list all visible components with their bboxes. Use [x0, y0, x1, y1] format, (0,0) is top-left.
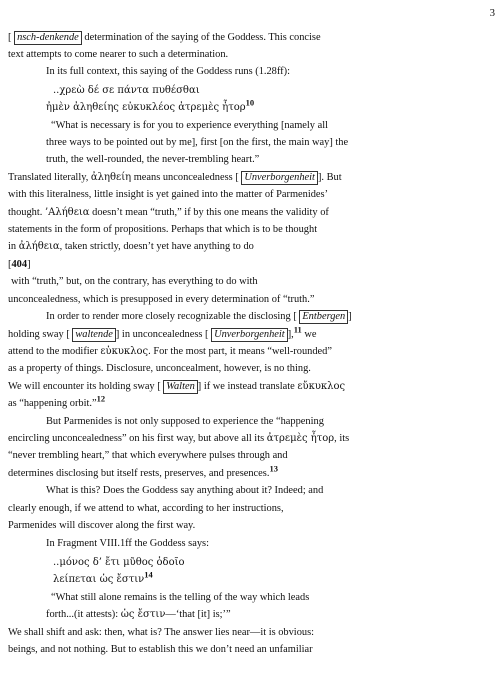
original-term: nsch-denkende	[14, 31, 82, 45]
text-run: encircling unconcealedness” on his first way, but above all its	[8, 433, 267, 444]
text-run: “never trembling heart,” that which everywhere pulses through and	[8, 450, 288, 461]
original-term: Unverborgenheit	[211, 328, 288, 342]
text-run: holding sway [	[8, 329, 73, 340]
greek-text: λείπεται ὡς ἔστιν	[53, 574, 145, 585]
text-run: , taken strictly, doesn’t yet have anything to do	[59, 241, 254, 252]
text-run: “What is necessary is for you to experience everything [namely all	[51, 120, 328, 131]
text-line	[8, 222, 317, 239]
greek-text: ἠμὲν ἀληθείης εὐκυκλέος ἀτρεμὲς ἦτορ	[46, 102, 246, 113]
text-line	[8, 361, 311, 378]
text-run: determination of the saying of the Goddess. This concise	[81, 32, 321, 43]
original-term: waltende	[72, 328, 116, 342]
page-ref: 404	[11, 259, 28, 270]
text-run: with “truth,” but, on the contrary, has everything to do with	[11, 276, 258, 287]
text-run: we	[301, 329, 317, 340]
text-run: But Parmenides is not only supposed to experience the “happening	[46, 416, 324, 427]
text-line	[8, 448, 288, 465]
text-line	[46, 607, 231, 624]
text-run: determines disclosing but itself rests, preserves, and presences.	[8, 468, 270, 479]
text-run: beings, and not nothing. But to establish this we don’t need an unfamiliar	[8, 644, 313, 655]
text-line	[51, 590, 309, 607]
text-run: clearly enough, if we attend to what, according to her instructions,	[8, 503, 284, 514]
text-line	[8, 324, 317, 344]
text-run: We will encounter its holding sway [	[8, 381, 164, 392]
original-term: Entbergen	[299, 310, 348, 324]
text-line	[46, 483, 323, 500]
text-line	[46, 152, 259, 169]
original-term: Walten	[163, 380, 197, 394]
text-line	[8, 625, 314, 642]
text-line	[8, 292, 314, 309]
text-run: means unconcealedness [	[131, 172, 242, 183]
text-run: In its full context, this saying of the Goddess runs (1.28ff):	[46, 66, 290, 77]
text-line	[46, 309, 352, 326]
text-run: Parmenides will discover along the first way.	[8, 520, 196, 531]
text-line	[8, 47, 228, 64]
text-line	[53, 569, 153, 589]
text-run: three ways to be pointed out by me], first [on the first, the main way] the	[46, 137, 349, 148]
text-run: with this literalness, little insight is yet gained into the matter of Parmenides’	[8, 189, 329, 200]
text-run: “What still alone remains is the telling of the way which leads	[51, 592, 310, 603]
text-run: as a property of things. Disclosure, unconcealment, however, is no thing.	[8, 363, 311, 374]
text-run: What is this? Does the Goddess say anything about it? Indeed; and	[46, 485, 324, 496]
text-run: [	[8, 32, 15, 43]
text-line	[8, 501, 284, 518]
page-number: 3	[489, 7, 495, 19]
text-line	[8, 463, 278, 483]
greek-text: ἀλήθεια	[18, 241, 60, 252]
text-run: ]	[27, 259, 31, 270]
text-line	[8, 30, 321, 47]
text-line	[46, 64, 290, 81]
text-line	[8, 642, 313, 659]
text-line	[8, 393, 106, 413]
footnote-ref: 13	[269, 463, 278, 474]
text-line	[46, 135, 348, 152]
text-line	[8, 518, 195, 535]
text-run: forth...(it attests):	[46, 609, 121, 620]
text-run: In order to render more closely recognizable the disclosing [	[46, 311, 300, 322]
text-line	[8, 187, 328, 204]
text-run: In Fragment VIII.1ff the Goddess says:	[46, 538, 209, 549]
text-line	[8, 170, 342, 187]
text-run: . For the most part, it means “well-rounded”	[148, 346, 332, 357]
text-line	[53, 83, 200, 100]
greek-text: ὡς ἔστιν	[120, 609, 166, 620]
greek-text: εὐκυκλος	[100, 346, 149, 357]
text-run: —‘that [it] is;’”	[165, 609, 231, 620]
text-run: unconcealedness, which is presupposed in every determination of “truth.”	[8, 294, 315, 305]
text-line	[8, 205, 329, 222]
text-line	[8, 431, 349, 448]
text-run: attend to the modifier	[8, 346, 101, 357]
footnote-ref: 12	[96, 393, 106, 404]
greek-text: ..μόνος δ’ ἔτι μῦθος ὁδοῖο	[53, 557, 185, 568]
text-line	[46, 414, 324, 431]
text-run: as “happening orbit.”	[8, 398, 97, 409]
text-run: ] if we instead translate	[197, 381, 298, 392]
greek-text: ἀληθείη	[90, 172, 132, 183]
text-line	[8, 239, 254, 256]
text-line	[8, 379, 345, 396]
original-term: Unverborgenheit	[241, 171, 318, 185]
text-line	[11, 274, 258, 291]
text-run: ]	[348, 311, 352, 322]
text-run: ]. But	[317, 172, 342, 183]
text-line	[8, 257, 31, 274]
text-line	[51, 118, 328, 135]
text-run: statements in the form of propositions. Perhaps that which is to be thought	[8, 224, 318, 235]
text-run: We shall shift and ask: then, what is? The answer lies near—it is obvious:	[8, 627, 315, 638]
greek-text: ’Αλήθεια	[44, 207, 90, 218]
text-run: ] in unconcealedness [	[115, 329, 212, 340]
text-run: in	[8, 241, 19, 252]
footnote-ref: 10	[245, 97, 255, 108]
text-run: truth, the well-rounded, the never-trembling heart.”	[46, 154, 260, 165]
text-run: ],	[287, 329, 294, 340]
text-run: text attempts to come nearer to such a determination.	[8, 49, 229, 60]
text-line	[8, 344, 332, 361]
text-run: , its	[334, 433, 350, 444]
text-run: doesn’t mean “truth,” if by this one means the validity of	[89, 207, 329, 218]
footnote-ref: 14	[144, 569, 153, 580]
greek-text: εὔκυκλος	[297, 381, 346, 392]
text-run: Translated literally,	[8, 172, 91, 183]
text-line	[53, 555, 185, 572]
text-run: thought.	[8, 207, 45, 218]
text-line	[46, 536, 209, 553]
footnote-ref: 11	[293, 324, 302, 335]
greek-text: ..χρεὼ δέ σε πάντα πυθέσθαι	[53, 85, 200, 96]
text-run: [	[8, 259, 12, 270]
text-line	[46, 97, 255, 117]
greek-text: ἀτρεμὲς ἦτορ	[266, 433, 335, 444]
